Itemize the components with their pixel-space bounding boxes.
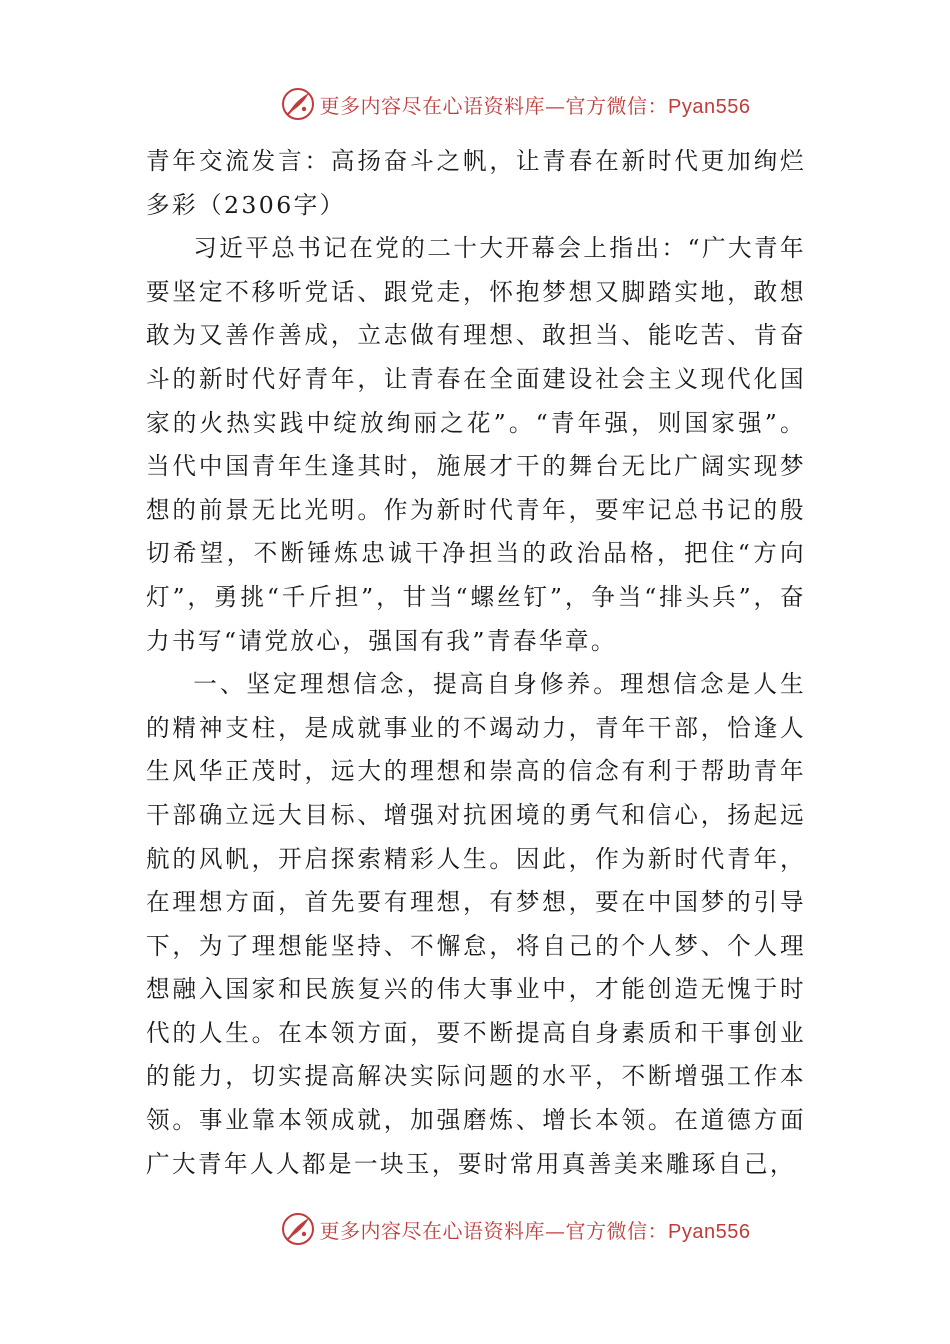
banner-text	[320, 90, 751, 119]
header-banner	[0, 84, 950, 124]
paragraph-1: 习近平总书记在党的二十大开幕会上指出：“广大青年要坚定不移听党话、跟党走，怀抱梦想又脚踏实地，敢想敢为又善作善成，立志做有理想、敢担当、能吃苦、肯奋斗的新时代好青年，让青春在全面建设社会主义现代化国家的火热实践中绽放绚丽之花”。“青年强，则国家强”。当代中国青年生逢其时，施展才干的舞台无比广阔实现梦想的前景无比光明。作为新时代青年，要牢记总书记的殷切希望，不断锤炼忠诚干净担当的政治品格，把住“方向灯”，勇挑“千斤担”，甘当“螺丝钉”，争当“排头兵”，奋力书写“请党放心，强国有我”青春华章。	[146, 234, 806, 655]
header-banner-inner	[200, 86, 751, 122]
banner-slogan: 更多内容尽在心语资料库—官方微信：	[319, 1218, 669, 1243]
footer-banner-inner	[200, 1211, 751, 1247]
banner-slogan: 更多内容尽在心语资料库—官方微信：	[319, 93, 669, 118]
banner-wechat-id: Pyan556	[668, 1220, 751, 1243]
document-title: 青年交流发言：高扬奋斗之帆，让青春在新时代更加绚烂多彩（2306字）	[146, 147, 806, 219]
banner-wechat-id: Pyan556	[668, 95, 751, 118]
footer-banner	[0, 1209, 950, 1249]
paragraph-2: 一、坚定理想信念，提高自身修养。理想信念是人生的精神支柱，是成就事业的不竭动力，青年干部，恰逢人生风华正茂时，远大的理想和崇高的信念有利于帮助青年干部确立远大目标、增强对抗困境的勇气和信心，扬起远航的风帆，开启探索精彩人生。因此，作为新时代青年，在理想方面，首先要有理想，有梦想，要在中国梦的引导下，为了理想能坚持、不懈怠，将自己的个人梦、个人理想融入国家和民族复兴的伟大事业中，才能创造无愧于时代的人生。在本领方面，要不断提高自身素质和干事创业的能力，切实提高解决实际问题的水平，不断增强工作本领。事业靠本领成就，加强磨炼、增长本领。在道德方面广大青年人人都是一块玉，要时常用真善美来雕琢自己，	[146, 670, 806, 1178]
document-body	[146, 140, 806, 1186]
quill-circle-icon	[280, 1211, 316, 1247]
banner-text	[320, 1215, 751, 1244]
quill-circle-icon	[280, 86, 316, 122]
